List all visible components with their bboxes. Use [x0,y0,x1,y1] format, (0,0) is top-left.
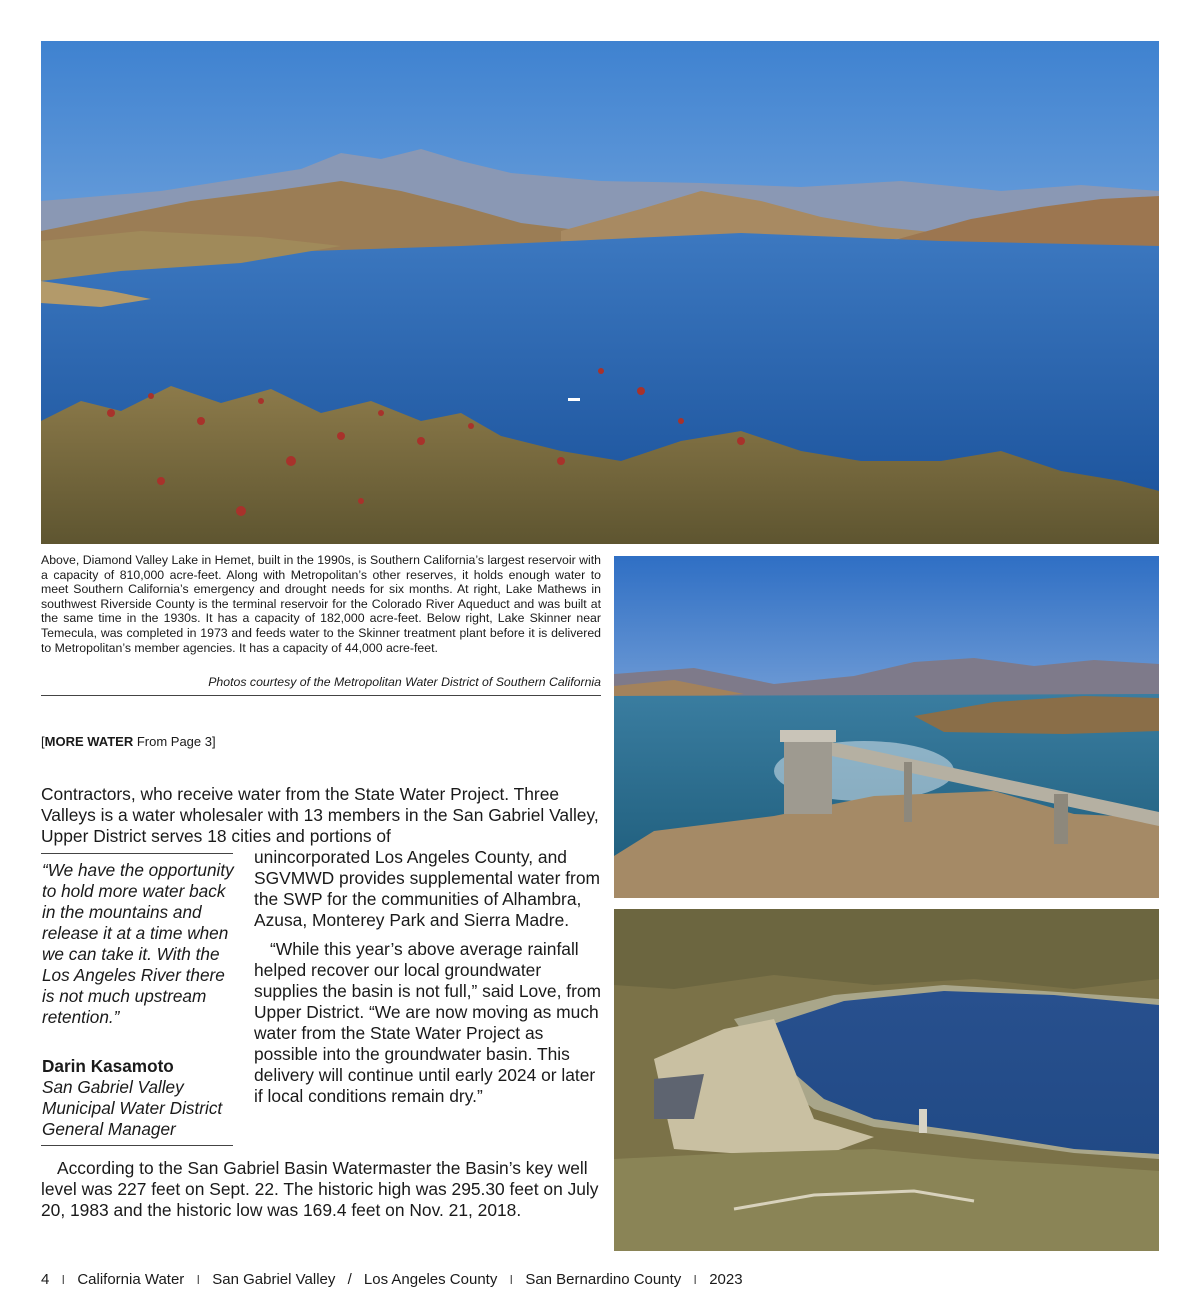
footer-separator: I [509,1272,514,1287]
region-san-bernardino-county: San Bernardino County [525,1271,682,1288]
caption-divider [41,695,601,696]
pullquote-divider-top [41,853,233,854]
jump-line-title: MORE WATER [44,734,134,749]
photo-credit: Photos courtesy of the Metropolitan Water District of Southern California [208,675,601,689]
footer-separator: I [196,1272,201,1287]
pull-quote: “We have the opportunity to hold more water back in the mountains and release it at a time when we can take it. With the Los Angeles River there is not much upstream retention.” [42,860,234,1027]
region-los-angeles-county: Los Angeles County [363,1271,498,1288]
jump-line [41,734,216,750]
lake-mathews-photo [614,556,1159,898]
publication-name: California Water [77,1271,185,1288]
pull-quote-title: San Gabriel Valley Municipal Water District General Manager [42,1077,223,1139]
region-san-gabriel-valley: San Gabriel Valley [212,1271,336,1288]
lake-skinner-photo [614,909,1159,1251]
pull-quote-name: Darin Kasamoto [42,1056,174,1076]
publication-year: 2023 [709,1271,743,1288]
diamond-valley-lake-photo [41,41,1159,544]
page-number: 4 [41,1271,50,1288]
jump-line-open: [ [41,734,45,749]
pullquote-divider-bottom [41,1145,233,1146]
article-paragraph: “While this year’s above average rainfall helped recover our local groundwater supplies the basin is not full,” said Love, from Upper District. “We are now moving as much water from the State Water Project as possible into the groundwater basin. This delivery will continue until early 2024 or later if local conditions remain dry.” [254,939,602,1106]
article-body-bottom: According to the San Gabriel Basin Watermaster the Basin’s key well level was 227 feet on Sept. 22. The historic high was 295.30 feet on July 20, 1983 and the historic low was 169.4 feet on Nov. 21, 2018. [41,1158,599,1220]
jump-line-from: From Page 3] [133,734,216,749]
footer-separator: I [693,1272,698,1287]
article-body-top: Contractors, who receive water from the State Water Project. Three Valleys is a water wholesaler with 13 members in the San Gabriel Valley, Upper District serves 18 cities and portions of [41,784,599,846]
footer-slash: / [347,1271,352,1288]
article-paragraph: unincorporated Los Angeles County, and SGVMWD provides supplemental water from the SWP for the communities of Alhambra, Azusa, Monterey Park and Sierra Madre. [254,847,600,930]
article-body-right [254,847,604,1107]
photo-caption: Above, Diamond Valley Lake in Hemet, built in the 1990s, is Southern California’s largest reservoir with a capacity of 810,000 acre-feet. Along with Metropolitan’s other reserves, it holds enough water to meet Southern California’s emergency and drought needs for six months. At right, Lake Mathews in southwest Riverside County is the terminal reservoir for the Colorado River Aqueduct and was built at the same time in the 1930s. It has a capacity of 182,000 acre-feet. Below right, Lake Skinner near Temecula, was completed in 1973 and feeds water to the Skinner treatment plant before it is delivered to Metropolitan’s member agencies. It has a capacity of 44,000 acre-feet. [41,553,601,655]
footer-separator: I [61,1272,66,1287]
page-footer [41,1271,743,1289]
